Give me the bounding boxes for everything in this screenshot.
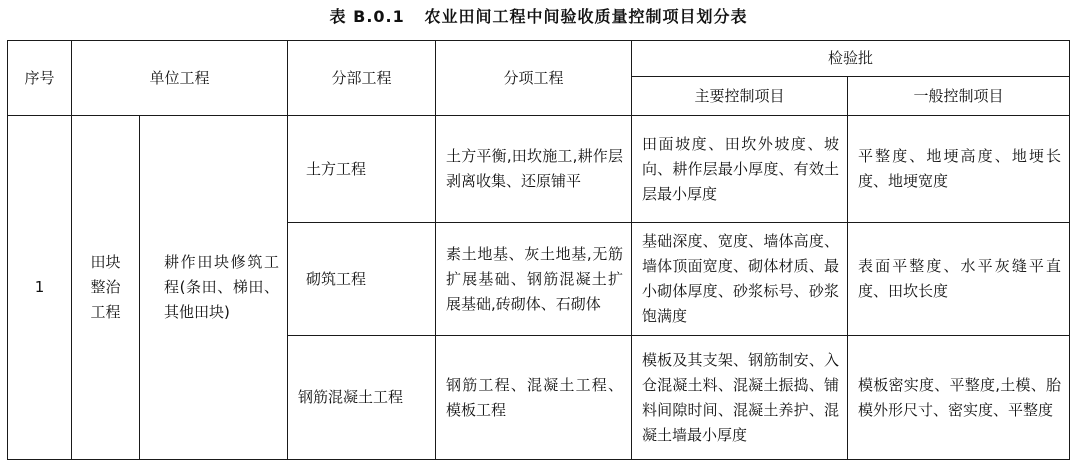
cell-main-items <box>632 116 848 223</box>
cell-sub-unit <box>140 116 288 460</box>
cell-subitem <box>436 223 632 336</box>
cell-unit <box>72 116 140 460</box>
unit-text: 田块整治工程 <box>90 253 121 321</box>
header-unit: 单位工程 <box>72 41 288 116</box>
cell-subitem <box>436 116 632 223</box>
header-general-items: 一般控制项目 <box>848 77 1070 116</box>
header-subitem: 分项工程 <box>436 41 632 116</box>
subitem-text: 钢筋工程、混凝土工程、模板工程 <box>446 375 624 419</box>
header-batch: 检验批 <box>632 41 1070 77</box>
cell-division <box>288 336 436 460</box>
table-caption: 表 B.0.1 农业田间工程中间验收质量控制项目划分表 <box>329 7 748 26</box>
cell-main-items <box>632 336 848 460</box>
cell-general-items <box>848 223 1070 336</box>
table-row <box>8 116 1070 223</box>
header-seq: 序号 <box>8 41 72 116</box>
cell-main-items <box>632 223 848 336</box>
cell-general-items <box>848 116 1070 223</box>
header-main-items: 主要控制项目 <box>632 77 848 116</box>
cell-general-items <box>848 336 1070 460</box>
header-row-top <box>8 41 1070 77</box>
general-items-text: 表面平整度、水平灰缝平直度、田坎长度 <box>858 257 1062 300</box>
subitem-text: 土方平衡,田坎施工,耕作层剥离收集、还原铺平 <box>446 147 624 190</box>
cell-division: 土方工程 <box>288 116 436 223</box>
main-items-text: 模板及其支架、钢筋制安、入仓混凝土料、混凝土振捣、铺料间隙时间、混凝土养护、混凝土墙最小厚度 <box>642 350 840 444</box>
cell-seq: 1 <box>8 116 72 460</box>
subitem-text: 素土地基、灰土地基,无筋扩展基础、钢筋混凝土扩展基础,砖砌体、石砌体 <box>446 244 624 313</box>
cell-subitem <box>436 336 632 460</box>
main-items-text: 田面坡度、田坎外坡度、坡向、耕作层最小厚度、有效土层最小厚度 <box>642 134 840 203</box>
division-text: 钢筋混凝土工程 <box>298 388 404 406</box>
cell-division: 砌筑工程 <box>288 223 436 336</box>
header-division: 分部工程 <box>288 41 436 116</box>
general-items-text: 模板密实度、平整度,土模、胎模外形尺寸、密实度、平整度 <box>858 375 1062 419</box>
general-items-text: 平整度、地埂高度、地埂长度、地埂宽度 <box>858 147 1062 190</box>
sub-unit-text: 耕作田块修筑工程(条田、梯田、其他田块) <box>164 253 280 321</box>
main-items-text: 基础深度、宽度、墙体高度、墙体顶面宽度、砌体材质、最小砌体厚度、砂浆标号、砂浆饱满度 <box>642 232 840 325</box>
quality-control-table <box>7 40 1070 460</box>
